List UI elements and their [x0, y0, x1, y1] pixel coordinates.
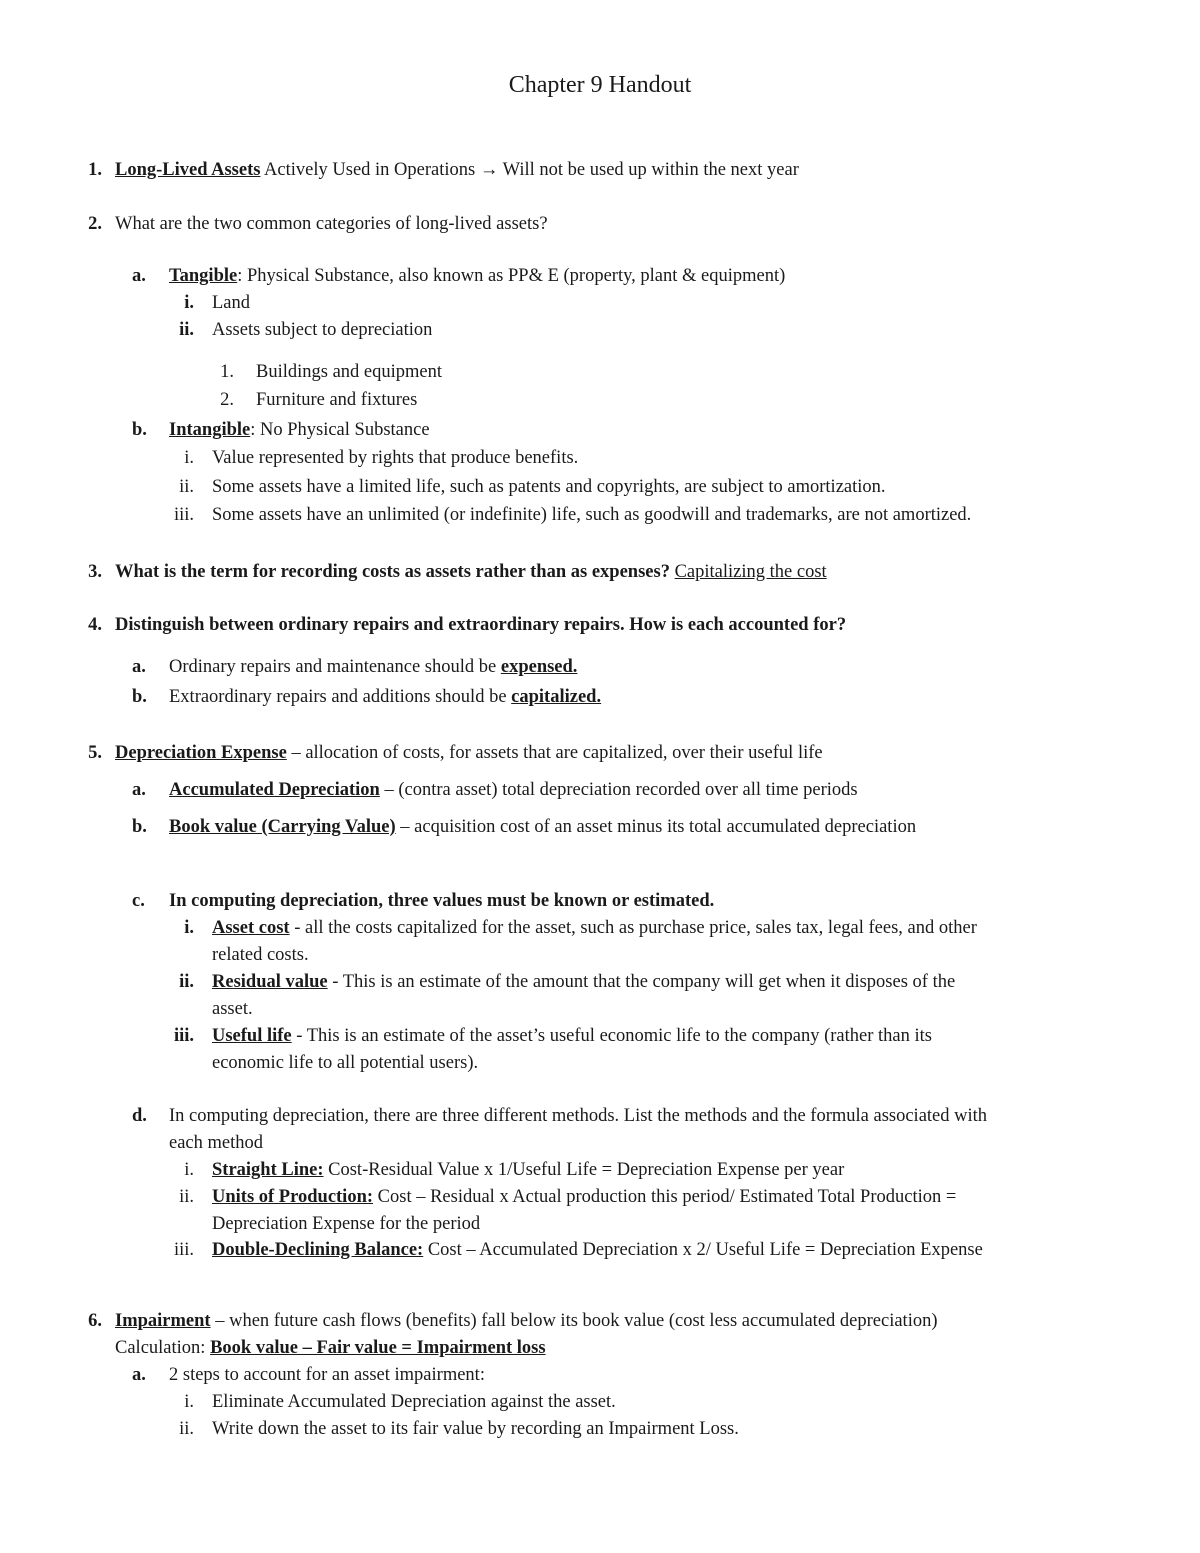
term: Long-Lived Assets: [115, 160, 261, 180]
item-5c: [132, 890, 715, 912]
item-5a: [132, 779, 858, 801]
item-5c-ii: [160, 971, 956, 993]
item-number: 2.: [88, 214, 102, 234]
item-2a-ii-2: [210, 389, 418, 411]
item-number: 1.: [220, 362, 234, 382]
calc-formula: Book value – Fair value = Impairment loss: [210, 1338, 546, 1358]
text: Eliminate Accumulated Depreciation against the asset.: [212, 1392, 616, 1412]
term: Straight Line:: [212, 1160, 324, 1180]
term: Residual value: [212, 972, 328, 992]
term: Accumulated Depreciation: [169, 780, 380, 800]
item-3: [78, 561, 827, 583]
item-number: 3.: [88, 562, 102, 582]
text: Ordinary repairs and maintenance should be: [169, 657, 501, 677]
item-number: 5.: [88, 743, 102, 763]
text: In computing depreciation, there are three different methods. List the methods and the formula associated with: [169, 1106, 988, 1126]
item-roman: ii.: [179, 972, 194, 992]
item-2b-i: [160, 447, 579, 469]
term: Intangible: [169, 420, 251, 440]
text: Furniture and fixtures: [256, 390, 418, 410]
text: Assets subject to depreciation: [212, 320, 433, 340]
item-4: [78, 614, 847, 636]
item-roman: i.: [184, 918, 194, 938]
definition: – acquisition cost of an asset minus its total accumulated depreciation: [395, 817, 917, 837]
item-letter: b.: [132, 420, 147, 440]
term: Tangible: [169, 266, 238, 286]
item-4a: [132, 656, 578, 678]
text: Extraordinary repairs and additions should be: [169, 687, 512, 707]
item-5c-i: [160, 917, 977, 939]
item-5c-ii-cont: asset.: [212, 999, 253, 1019]
page-title: Chapter 9 Handout: [508, 72, 692, 98]
item-1: [78, 159, 799, 181]
item-2b-iii: [160, 504, 972, 526]
item-2b: [132, 419, 430, 441]
calc-label: Calculation:: [115, 1338, 211, 1358]
item-2a-i: [160, 292, 251, 314]
item-5d-i: [160, 1159, 845, 1181]
item-number: 6.: [88, 1311, 102, 1331]
definition: Actively Used in Operations → Will not be used up within the next year: [260, 160, 799, 180]
item-5b: [132, 816, 917, 838]
item-2: [78, 213, 548, 235]
item-roman: i.: [184, 293, 194, 313]
item-2a: [132, 265, 786, 287]
term: Units of Production:: [212, 1187, 374, 1207]
formula: Cost-Residual Value x 1/Useful Life = Depreciation Expense per year: [323, 1160, 845, 1180]
text: Some assets have a limited life, such as patents and copyrights, are subject to amortization.: [212, 477, 886, 497]
item-5d-ii-cont: Depreciation Expense for the period: [212, 1214, 481, 1234]
item-letter: d.: [132, 1106, 147, 1126]
item-roman: iii.: [173, 1240, 194, 1260]
item-6a-ii: [160, 1418, 739, 1440]
term: Depreciation Expense: [115, 743, 287, 763]
text: Write down the asset to its fair value by recording an Impairment Loss.: [212, 1419, 739, 1439]
term: Book value (Carrying Value): [169, 817, 396, 837]
item-letter: a.: [132, 657, 146, 677]
formula: Cost – Residual x Actual production this period/ Estimated Total Production =: [373, 1187, 957, 1207]
text: In computing depreciation, three values must be known or estimated.: [169, 891, 715, 911]
definition: : Physical Substance, also known as PP& E (property, plant & equipment): [237, 266, 786, 286]
item-2a-ii-1: [210, 361, 443, 383]
item-roman: iii.: [173, 505, 194, 525]
item-roman: ii.: [179, 477, 194, 497]
term: Impairment: [115, 1311, 211, 1331]
item-5d-iii: [160, 1239, 983, 1261]
item-letter: a.: [132, 780, 146, 800]
item-letter: b.: [132, 817, 147, 837]
text: Value represented by rights that produce benefits.: [212, 448, 579, 468]
item-2a-ii: [160, 319, 433, 341]
item-roman: i.: [184, 1392, 194, 1412]
item-5: [78, 742, 823, 764]
item-5d: [132, 1105, 988, 1127]
question: Distinguish between ordinary repairs and extraordinary repairs. How is each accounted for?: [115, 615, 847, 635]
item-letter: c.: [132, 891, 145, 911]
item-6-calc: [115, 1337, 546, 1359]
item-6a: [132, 1364, 485, 1386]
item-5c-i-cont: related costs.: [212, 945, 309, 965]
text: Land: [212, 293, 251, 313]
answer: capitalized.: [511, 687, 602, 707]
item-roman: i.: [184, 1160, 194, 1180]
answer: Capitalizing the cost: [674, 562, 827, 582]
definition: – (contra asset) total depreciation recorded over all time periods: [379, 780, 858, 800]
item-roman: ii.: [179, 1419, 194, 1439]
definition: - This is an estimate of the asset’s useful economic life to the company (rather than its: [291, 1026, 932, 1046]
item-2b-ii: [160, 476, 886, 498]
question: What are the two common categories of long-lived assets?: [115, 214, 548, 234]
item-number: 2.: [220, 390, 234, 410]
answer: expensed.: [500, 657, 578, 677]
item-roman: i.: [184, 448, 194, 468]
item-number: 4.: [88, 615, 102, 635]
formula: Cost – Accumulated Depreciation x 2/ Useful Life = Depreciation Expense: [423, 1240, 983, 1260]
item-5c-iii-cont: economic life to all potential users).: [212, 1053, 479, 1073]
item-number: 1.: [88, 160, 102, 180]
text: Some assets have an unlimited (or indefinite) life, such as goodwill and trademarks, are not amortized.: [212, 505, 972, 525]
item-roman: ii.: [179, 320, 194, 340]
item-6: [78, 1310, 938, 1332]
definition: - all the costs capitalized for the asset, such as purchase price, sales tax, legal fees, and other: [289, 918, 977, 938]
definition: : No Physical Substance: [250, 420, 430, 440]
item-roman: iii.: [173, 1026, 194, 1046]
item-5c-iii: [160, 1025, 932, 1047]
term: Useful life: [212, 1026, 292, 1046]
term: Double-Declining Balance:: [212, 1240, 424, 1260]
item-letter: a.: [132, 266, 146, 286]
item-letter: a.: [132, 1365, 146, 1385]
definition: - This is an estimate of the amount that the company will get when it disposes of the: [327, 972, 956, 992]
text: Buildings and equipment: [256, 362, 443, 382]
question: What is the term for recording costs as assets rather than as expenses?: [115, 562, 670, 582]
text: 2 steps to account for an asset impairment:: [169, 1365, 485, 1385]
term: Asset cost: [212, 918, 290, 938]
item-letter: b.: [132, 687, 147, 707]
item-5d-ii: [160, 1186, 957, 1208]
definition: – when future cash flows (benefits) fall below its book value (cost less accumulated depreciation): [210, 1311, 938, 1331]
item-6a-i: [160, 1391, 616, 1413]
item-roman: ii.: [179, 1187, 194, 1207]
item-4b: [132, 686, 602, 708]
definition: – allocation of costs, for assets that are capitalized, over their useful life: [286, 743, 823, 763]
item-5d-cont: each method: [169, 1133, 263, 1153]
